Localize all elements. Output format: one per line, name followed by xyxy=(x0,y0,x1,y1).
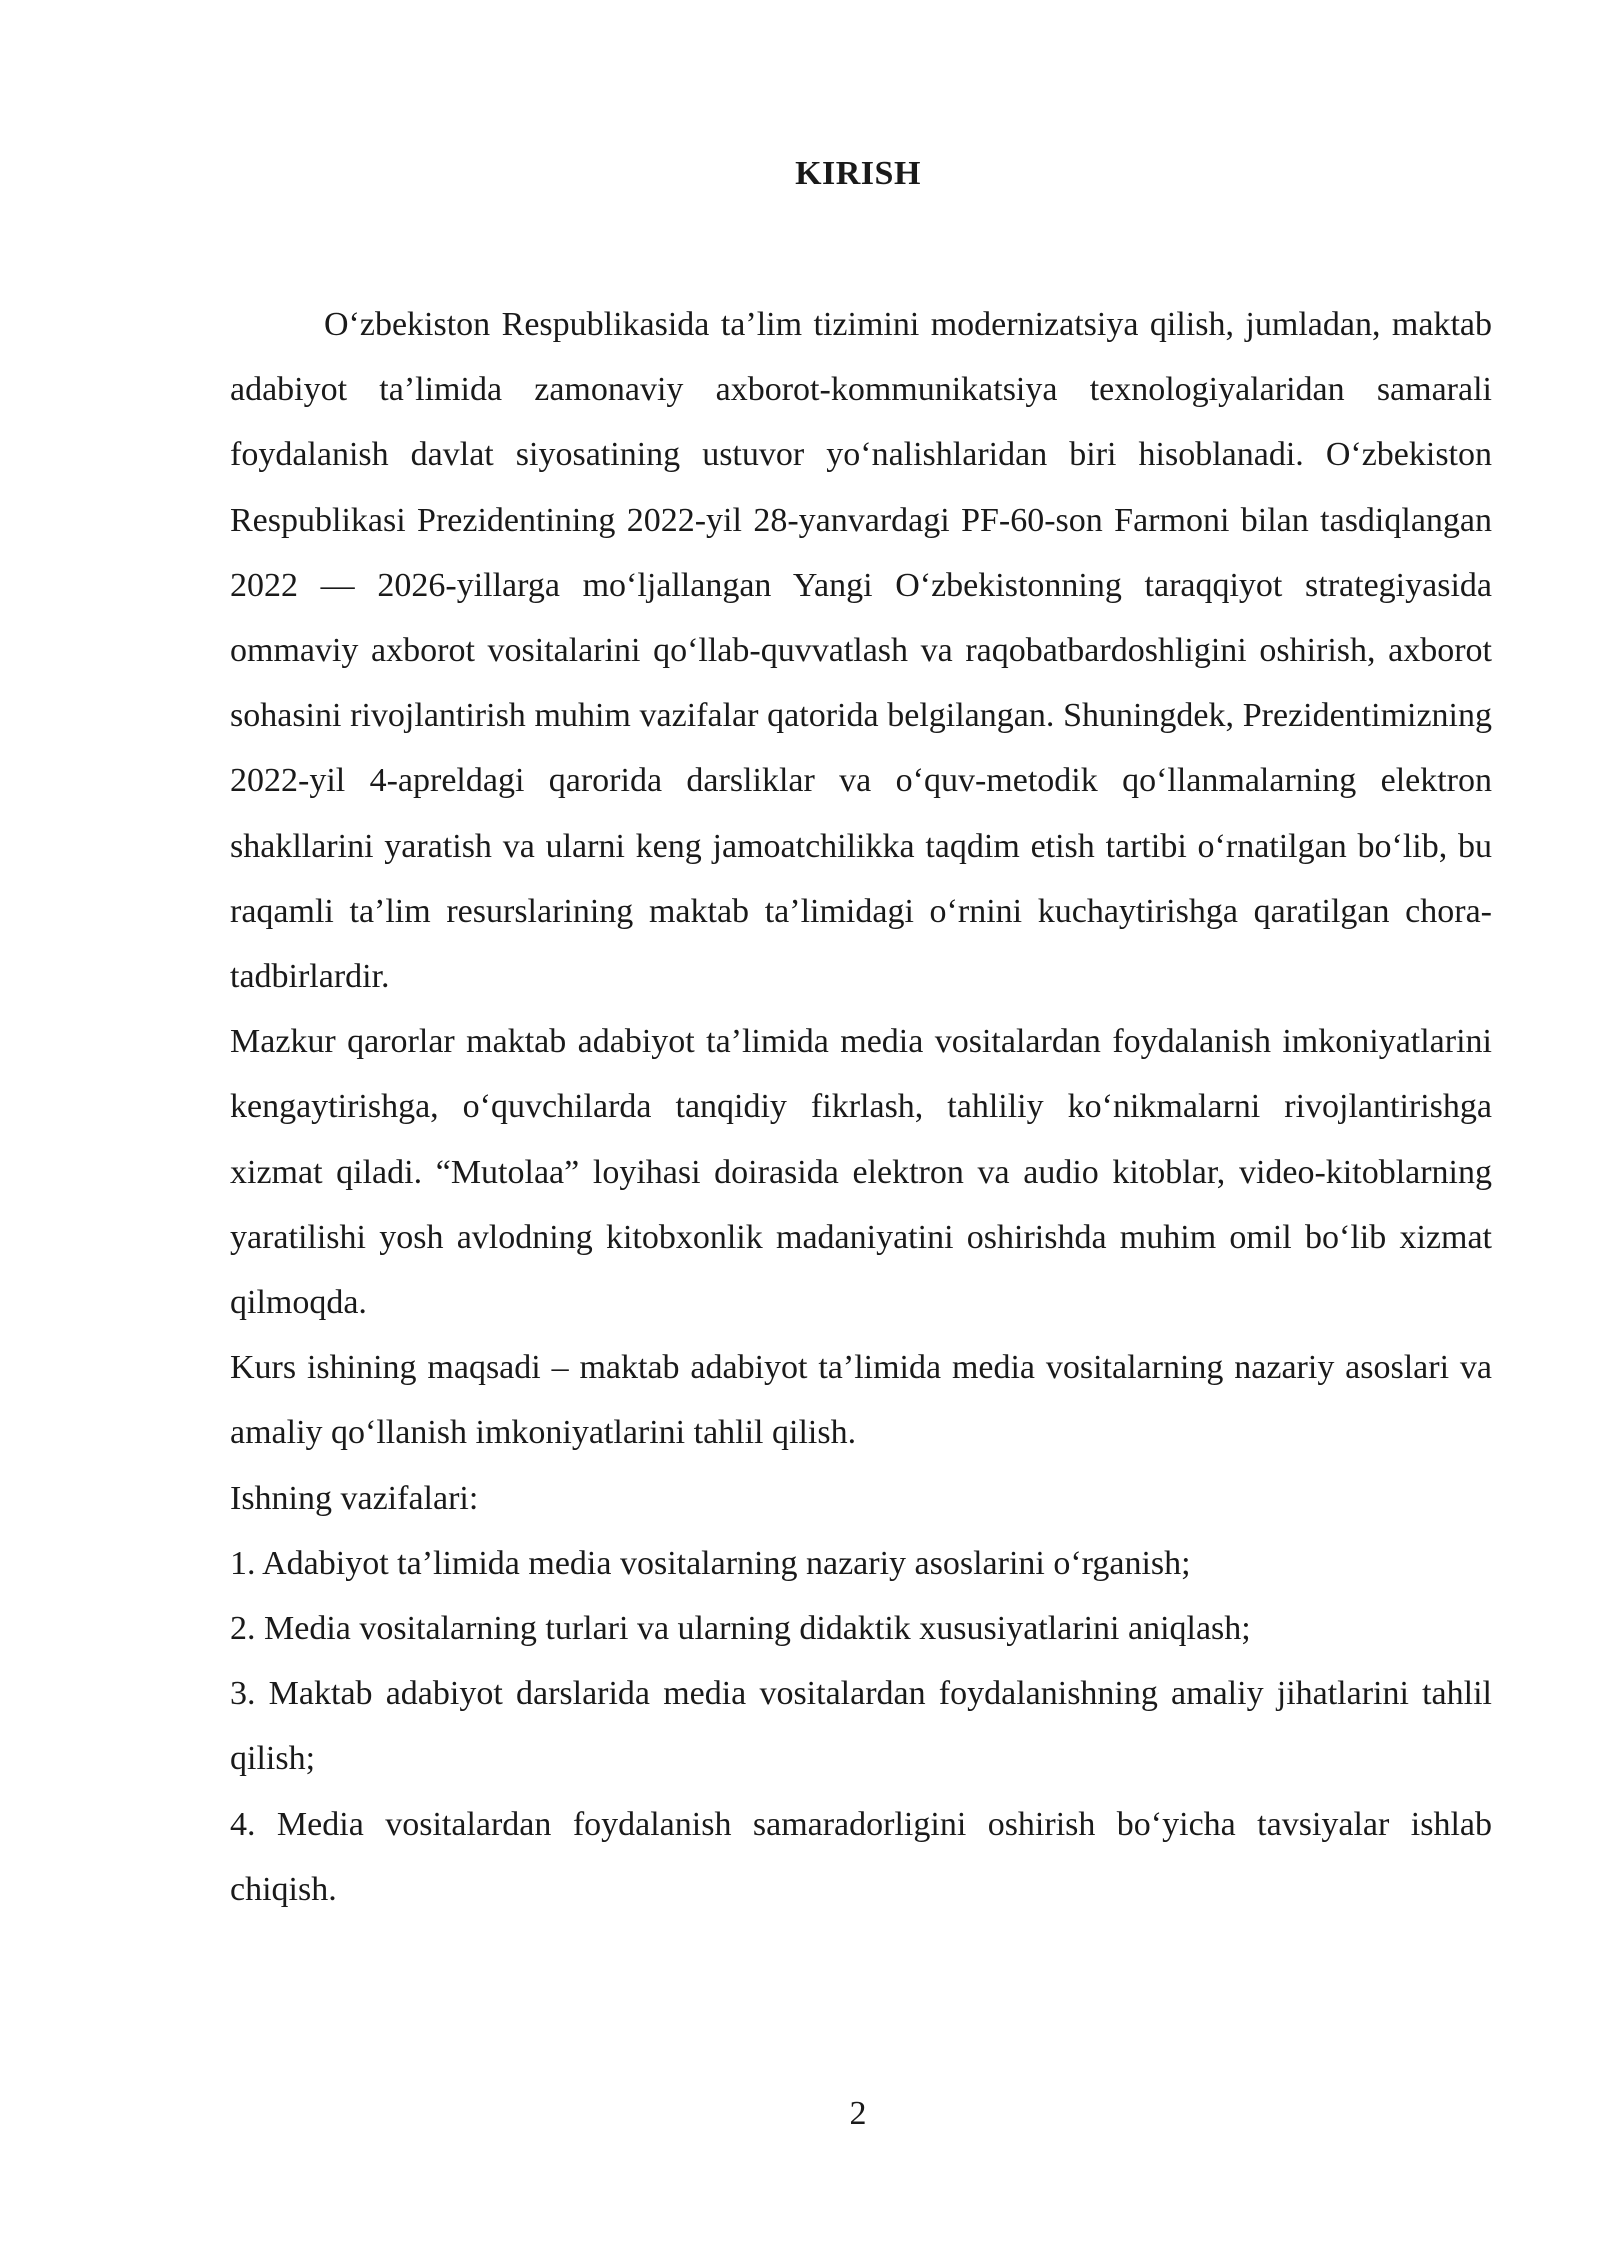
decrees-paragraph: Mazkur qarorlar maktab adabiyot ta’limida media vositalardan foydalanish imkoniyatlarini kengaytirishga, o‘quvchilarda tanqidiy fikrlash, tahliliy ko‘nikmalarni rivojlantirishga xizmat qiladi. “Mutolaa” loyihasi doirasida elektron va audio kitoblar, video-kitoblarning yaratilishi yosh avlodning kitobxonlik madaniyatini oshirishda muhim omil bo‘lib xizmat qilmoqda. xyxy=(230,1023,1492,1322)
task-item-3: 3. Maktab adabiyot darslarida media vositalardan foydalanishning amaliy jihatlarini tahlil qilish; xyxy=(230,1675,1492,1778)
intro-paragraph: O‘zbekiston Respublikasida ta’lim tizimini modernizatsiya qilish, jumladan, maktab adabiyot ta’limida zamonaviy axborot-kommunikatsiya texnologiyalaridan samarali foydalanish davlat siyosatining ustuvor yo‘nalishlaridan biri hisoblanadi. O‘zbekiston Respublikasi Prezidentining 2022-yil 28-yanvardagi PF-60-son Farmoni bilan tasdiqlangan 2022 — 2026-yillarga mo‘ljallangan Yangi O‘zbekistonning taraqqiyot strategiyasida ommaviy axborot vositalarini qo‘llab-quvvatlash va raqobatbardoshligini oshirish, axborot sohasini rivojlantirish muhim vazifalar qatorida belgilangan. Shuningdek, Prezidentimizning 2022-yil 4-apreldagi qarorida darsliklar va o‘quv-metodik qo‘llanmalarning elektron shakllarini yaratish va ularni keng jamoatchilikka taqdim etish tartibi o‘rnatilgan bo‘lib, bu raqamli ta’lim resurslarining maktab ta’limidagi o‘rnini kuchaytirishga qaratilgan chora-tadbirlardir. xyxy=(230,306,1492,996)
task-item-4: 4. Media vositalardan foydalanish samaradorligini oshirish bo‘yicha tavsiyalar ishlab chiqish. xyxy=(230,1805,1492,1908)
tasks-heading: Ishning vazifalari: xyxy=(230,1479,479,1517)
document-body xyxy=(230,292,1492,1922)
section-title: KIRISH xyxy=(795,155,921,192)
goal-paragraph: Kurs ishining maqsadi – maktab adabiyot ta’limida media vositalarning nazariy asoslari va amaliy qo‘llanish imkoniyatlarini tahlil qilish. xyxy=(230,1349,1492,1452)
task-item-2: 2. Media vositalarning turlari va ularning didaktik xususiyatlarini aniqlash; xyxy=(230,1610,1251,1648)
page-number: 2 xyxy=(849,2095,867,2132)
task-item-1: 1. Adabiyot ta’limida media vositalarning nazariy asoslarini o‘rganish; xyxy=(230,1544,1191,1582)
